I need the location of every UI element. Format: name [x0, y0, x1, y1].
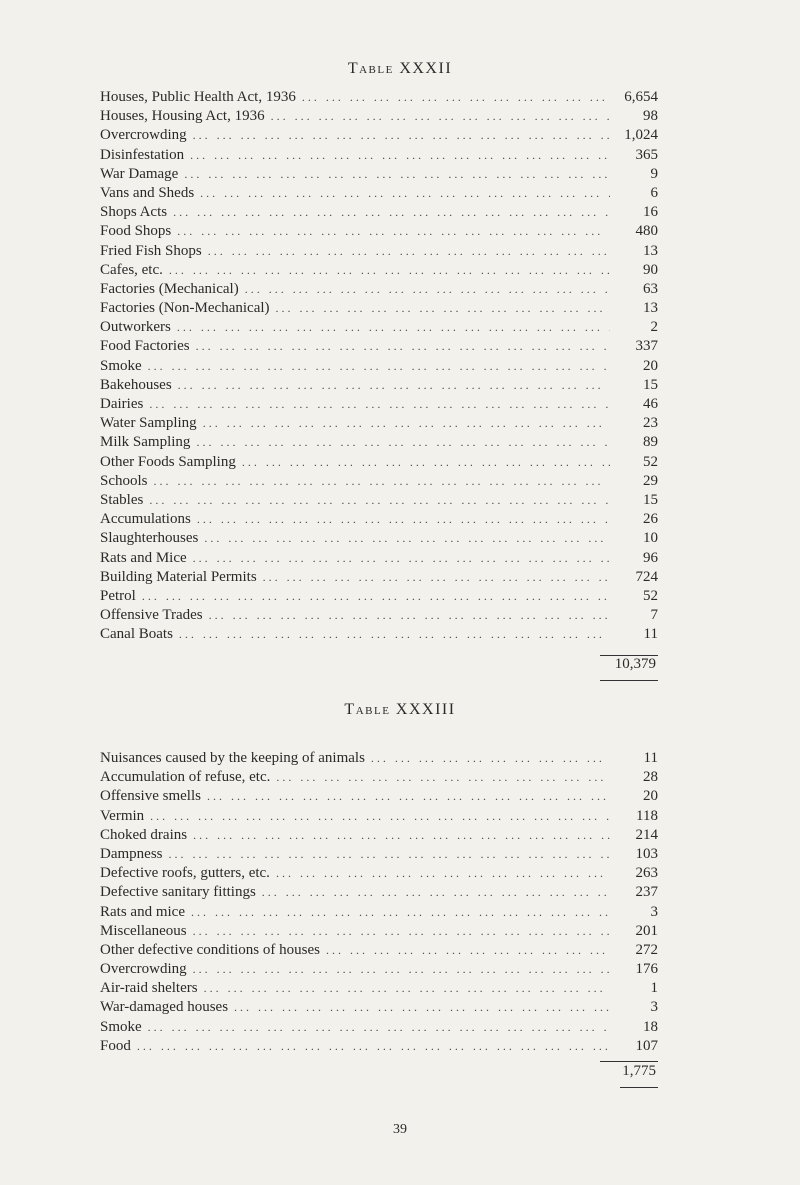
row-value: 3 [650, 999, 658, 1016]
dot-leader [178, 378, 610, 393]
dot-leader [142, 589, 610, 604]
dot-leader [371, 751, 610, 766]
row-value: 11 [643, 750, 658, 766]
row-label: Shops Acts [100, 204, 168, 221]
row-label: Food Shops [100, 223, 172, 240]
table-row [100, 530, 658, 549]
row-label: Slaughterhouses [100, 530, 199, 547]
page-number: 39 [393, 1122, 407, 1137]
row-label: Other Foods Sampling [100, 453, 236, 470]
row-label: Water Sampling [100, 415, 197, 432]
table-row [100, 511, 658, 530]
row-value: 237 [635, 884, 658, 901]
table-33-total-rule-top [600, 1061, 658, 1062]
row-value: 63 [643, 280, 658, 297]
table-32-total-rule-bottom [600, 680, 658, 681]
row-value: 214 [635, 826, 658, 843]
row-value: 118 [636, 807, 658, 824]
dot-leader [169, 263, 610, 278]
row-label: Outworkers [100, 319, 171, 336]
dot-leader [200, 186, 610, 201]
table-row [100, 1019, 658, 1038]
row-value: 7 [650, 607, 658, 624]
table-row [100, 415, 658, 434]
dot-leader [196, 435, 610, 450]
dot-leader [191, 905, 610, 920]
table-row [100, 108, 658, 127]
table-row [100, 827, 658, 846]
dot-leader [149, 493, 610, 508]
row-value: 13 [643, 242, 658, 259]
row-value: 96 [643, 549, 658, 566]
table-row [100, 492, 658, 511]
dot-leader [154, 474, 610, 489]
table-33-total-rule-bottom [620, 1087, 658, 1088]
dot-leader [204, 981, 610, 996]
row-label: Defective roofs, gutters, etc. [100, 865, 270, 882]
table-row [100, 127, 658, 146]
row-value: 13 [643, 300, 658, 317]
table-row [100, 166, 658, 185]
dot-leader [302, 90, 610, 105]
row-value: 18 [643, 1018, 658, 1035]
row-label: Food [100, 1037, 131, 1054]
row-value: 90 [643, 261, 658, 278]
row-value: 337 [635, 338, 658, 355]
dot-leader [242, 455, 610, 470]
table-row [100, 396, 658, 415]
row-value: 1,024 [624, 127, 658, 144]
row-value: 46 [643, 396, 658, 412]
row-value: 89 [643, 434, 658, 451]
table-row [100, 942, 658, 961]
dot-leader [148, 359, 610, 374]
row-value: 15 [643, 376, 658, 393]
table-row [100, 319, 658, 338]
dot-leader [148, 1020, 610, 1035]
table-row [100, 243, 658, 262]
row-value: 263 [635, 865, 658, 882]
table-33-title: Table XXXIII [344, 701, 456, 718]
table-row [100, 473, 658, 492]
row-value: 52 [643, 587, 658, 604]
dot-leader [207, 789, 610, 804]
row-label: Houses, Housing Act, 1936 [100, 108, 265, 125]
table-row [100, 454, 658, 473]
dot-leader [262, 885, 610, 900]
row-label: Nuisances caused by the keeping of animals [100, 750, 365, 766]
table-row [100, 300, 658, 319]
dot-leader [196, 339, 610, 354]
row-label: Disinfestation [100, 146, 185, 163]
table-row [100, 338, 658, 357]
dot-leader [234, 1000, 610, 1015]
dot-leader [193, 924, 610, 939]
row-value: 11 [643, 626, 658, 643]
row-value: 9 [650, 165, 658, 182]
row-label: Rats and Mice [100, 549, 187, 566]
row-label: Factories (Mechanical) [100, 280, 239, 297]
dot-leader [276, 301, 610, 316]
row-value: 3 [650, 903, 658, 920]
row-label: Offensive smells [100, 788, 201, 805]
row-value: 107 [635, 1037, 658, 1054]
row-label: Air-raid shelters [100, 980, 198, 997]
row-value: 20 [643, 357, 658, 374]
row-label: Bakehouses [100, 376, 172, 393]
row-value: 6,654 [624, 89, 658, 105]
dot-leader [184, 167, 610, 182]
row-label: Overcrowding [100, 961, 187, 978]
row-label: Defective sanitary fittings [100, 884, 256, 901]
row-label: Rats and mice [100, 903, 185, 920]
table-row [100, 262, 658, 281]
dot-leader [209, 608, 610, 623]
row-value: 201 [635, 922, 658, 939]
row-value: 2 [650, 319, 658, 336]
row-label: Stables [100, 491, 144, 508]
row-label: Accumulations [100, 511, 191, 528]
row-label: Vermin [100, 807, 145, 824]
dot-leader [276, 770, 610, 785]
dot-leader [169, 847, 611, 862]
row-label: Overcrowding [100, 127, 187, 144]
table-row [100, 626, 658, 645]
dot-leader [190, 148, 610, 163]
dot-leader [193, 128, 610, 143]
row-label: Smoke [100, 1018, 142, 1035]
table-row [100, 281, 658, 300]
dot-leader [137, 1039, 610, 1054]
row-label: Fried Fish Shops [100, 242, 202, 259]
dot-leader [179, 627, 610, 642]
row-value: 15 [643, 491, 658, 508]
table-row [100, 884, 658, 903]
table-row [100, 550, 658, 569]
row-label: Dairies [100, 396, 144, 412]
table-row [100, 865, 658, 884]
row-label: Dampness [100, 845, 163, 862]
table-33-total: 1,775 [622, 1063, 656, 1079]
dot-leader [193, 828, 610, 843]
table-row [100, 923, 658, 942]
table-row [100, 588, 658, 607]
row-value: 16 [643, 204, 658, 221]
row-label: Factories (Non-Mechanical) [100, 300, 270, 317]
row-value: 23 [643, 415, 658, 432]
table-row [100, 846, 658, 865]
table-row [100, 358, 658, 377]
row-label: Houses, Public Health Act, 1936 [100, 89, 296, 105]
table-row [100, 204, 658, 223]
dot-leader [177, 320, 610, 335]
table-32-total: 10,379 [614, 656, 656, 672]
row-value: 20 [643, 788, 658, 805]
row-label: Offensive Trades [100, 607, 203, 624]
dot-leader [208, 244, 610, 259]
dot-leader [203, 416, 610, 431]
table-row [100, 1038, 658, 1057]
row-label: Vans and Sheds [100, 184, 195, 201]
row-value: 26 [643, 511, 658, 528]
row-label: War-damaged houses [100, 999, 229, 1016]
row-value: 52 [643, 453, 658, 470]
table-row [100, 223, 658, 242]
table-row [100, 185, 658, 204]
dot-leader [173, 205, 610, 220]
row-label: Milk Sampling [100, 434, 191, 451]
row-value: 29 [643, 472, 658, 489]
table-row [100, 607, 658, 626]
dot-leader [204, 531, 610, 546]
table-row [100, 961, 658, 980]
table-row [100, 750, 658, 769]
dot-leader [149, 397, 610, 412]
row-value: 103 [635, 845, 658, 862]
table-row [100, 377, 658, 396]
dot-leader [276, 866, 610, 881]
row-label: Miscellaneous [100, 922, 187, 939]
table-row [100, 904, 658, 923]
row-label: Accumulation of refuse, etc. [100, 769, 271, 786]
table-row [100, 808, 658, 827]
dot-leader [271, 109, 610, 124]
table-row [100, 147, 658, 166]
dot-leader [326, 943, 610, 958]
row-label: War Damage [100, 165, 179, 182]
table-32-title: Table XXXII [347, 60, 453, 77]
row-label: Choked drains [100, 826, 188, 843]
row-value: 365 [635, 146, 658, 163]
row-label: Other defective conditions of houses [100, 941, 320, 958]
table-row [100, 89, 658, 108]
dot-leader [177, 224, 610, 239]
row-value: 28 [643, 769, 658, 786]
table-33-rows [100, 750, 658, 1057]
row-value: 176 [635, 961, 658, 978]
row-label: Petrol [100, 587, 136, 604]
row-value: 480 [635, 223, 658, 240]
dot-leader [193, 551, 610, 566]
table-row [100, 434, 658, 453]
row-label: Building Material Permits [100, 568, 257, 585]
row-label: Smoke [100, 357, 142, 374]
table-row [100, 980, 658, 999]
dot-leader [150, 809, 610, 824]
table-row [100, 769, 658, 788]
table-row [100, 788, 658, 807]
table-row [100, 999, 658, 1018]
row-value: 98 [643, 108, 658, 125]
table-32-rows [100, 89, 658, 645]
dot-leader [245, 282, 610, 297]
row-label: Food Factories [100, 338, 190, 355]
dot-leader [193, 962, 610, 977]
row-value: 1 [650, 980, 658, 997]
row-value: 724 [635, 568, 658, 585]
row-label: Canal Boats [100, 626, 173, 643]
row-label: Cafes, etc. [100, 261, 163, 278]
row-value: 272 [635, 941, 658, 958]
row-value: 10 [643, 530, 658, 547]
dot-leader [263, 570, 610, 585]
dot-leader [197, 512, 610, 527]
row-label: Schools [100, 472, 148, 489]
table-row [100, 569, 658, 588]
row-value: 6 [650, 184, 658, 201]
